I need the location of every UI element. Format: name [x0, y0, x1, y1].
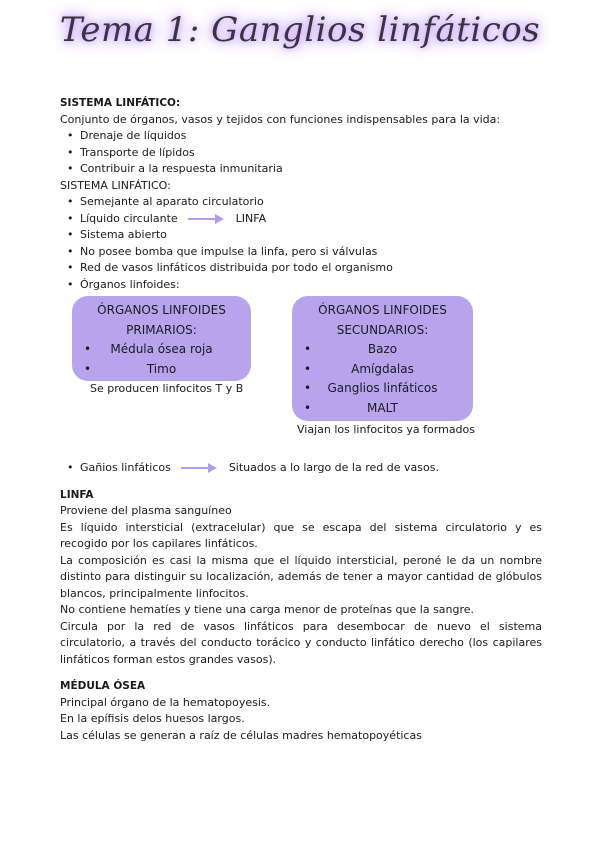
section-heading: SISTEMA LINFÁTICO:	[60, 97, 181, 109]
list-item: • Ganglios linfáticos	[292, 379, 473, 399]
ganglios-list	[60, 460, 542, 477]
lymphoid-organs-diagram	[60, 296, 542, 460]
paragraph: La composición es casi la misma que el líquido intersticial, peroné le da un nombre distinto para distinguir su localización, además de tener a mayor cantidad de glóbulos blancos, principalmente linfocitos.	[60, 553, 542, 600]
secondary-organs-list	[292, 340, 473, 418]
list-item-text: Líquido circulante	[80, 211, 178, 225]
list-item-text: Gañios linfáticos	[80, 461, 171, 474]
list-item: • Semejante al aparato circulatorio	[80, 194, 542, 211]
list-item: • MALT	[292, 399, 473, 419]
list-item: • Transporte de lípidos	[80, 145, 542, 162]
paragraph: Las células se generan a raíz de células madres hematopoyéticas	[60, 728, 422, 742]
list-item: • Drenaje de líquidos	[80, 128, 542, 145]
list-item: • Médula ósea roja	[72, 340, 251, 360]
section-heading: MÉDULA ÓSEA	[60, 680, 146, 692]
arrow-right-icon	[188, 214, 224, 224]
paragraph: No contiene hematíes y tiene una carga menor de proteínas que la sangre.	[60, 603, 475, 616]
section-heading: SISTEMA LINFÁTICO:	[60, 178, 171, 192]
paragraph: En la epífisis delos huesos largos.	[60, 712, 245, 725]
feature-list	[60, 194, 542, 293]
list-item: • Contribuir a la respuesta inmunitaria	[80, 161, 542, 178]
document-body	[60, 95, 542, 744]
primary-organs-box	[72, 296, 251, 381]
list-item: • Sistema abierto	[80, 227, 542, 244]
list-item	[80, 460, 542, 477]
list-item-result: Situados a lo largo de la red de vasos.	[228, 461, 439, 474]
list-item	[80, 211, 542, 228]
box-title: ÓRGANOS LINFOIDES	[97, 303, 226, 317]
page-title: Tema 1: Ganglios linfáticos	[59, 10, 541, 50]
paragraph: Conjunto de órganos, vasos y tejidos con funciones indispensables para la vida:	[60, 112, 501, 126]
list-item: • No posee bomba que impulse la linfa, pero si válvulas	[80, 244, 542, 261]
box-title: PRIMARIOS:	[126, 322, 197, 337]
primary-organs-list	[72, 340, 251, 379]
paragraph: Circula por la red de vasos linfáticos para desembocar de nuevo el sistema circulatorio, a través del conducto torácico y conducto linfático derecho (los capilares linfáticos forman estos grandes vasos).	[60, 619, 542, 666]
arrow-right-icon	[181, 463, 217, 473]
list-item-result: LINFA	[235, 211, 267, 225]
paragraph: Es líquido intersticial (extracelular) que se escapa del sistema circulatorio y es recogido por los capilares linfáticos.	[60, 520, 542, 550]
secondary-caption: Viajan los linfocitos ya formados	[297, 423, 475, 436]
list-item: • Red de vasos linfáticos distribuida por todo el organismo	[80, 260, 542, 277]
paragraph: Principal órgano de la hematopoyesis.	[60, 695, 271, 709]
paragraph: Proviene del plasma sanguíneo	[60, 504, 232, 517]
box-title: SECUNDARIOS:	[336, 322, 429, 337]
box-title: ÓRGANOS LINFOIDES	[318, 303, 447, 317]
list-item: • Amígdalas	[292, 360, 473, 380]
section-heading: LINFA	[60, 488, 94, 501]
list-item: • Bazo	[292, 340, 473, 360]
list-item: • Órganos linfoides:	[80, 277, 542, 294]
secondary-organs-box	[292, 296, 473, 421]
list-item: • Timo	[72, 360, 251, 380]
primary-caption: Se producen linfocitos T y B	[90, 382, 244, 395]
function-list	[60, 128, 542, 178]
